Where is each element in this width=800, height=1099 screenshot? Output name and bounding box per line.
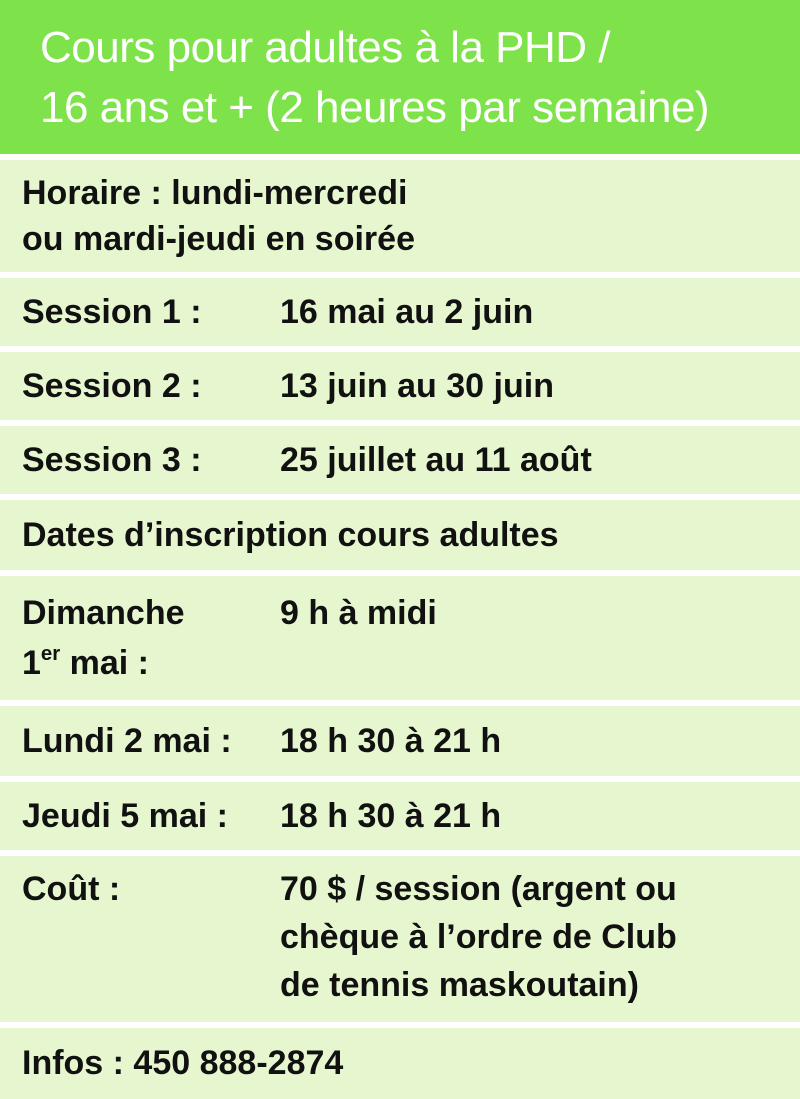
jeudi-row xyxy=(0,782,800,850)
dimanche-day-suffix: er xyxy=(40,643,61,665)
cout-line-3: de tennis maskoutain) xyxy=(280,966,639,1004)
dimanche-label-line-1: Dimanche xyxy=(22,594,185,632)
lundi-row xyxy=(0,706,800,776)
session-3-row xyxy=(0,426,800,494)
lundi-hours: 18 h 30 à 21 h xyxy=(280,722,502,760)
infos-phone: Infos : 450 888-2874 xyxy=(22,1044,344,1082)
header-line-1: Cours pour adultes à la PHD / xyxy=(40,23,611,72)
session-1-dates: 16 mai au 2 juin xyxy=(280,293,534,331)
dimanche-hours: 9 h à midi xyxy=(280,594,437,632)
dimanche-day: 1 xyxy=(22,644,41,682)
cout-line-1: 70 $ / session (argent ou xyxy=(280,870,677,908)
jeudi-label: Jeudi 5 mai : xyxy=(22,797,228,835)
session-1-row xyxy=(0,278,800,346)
horaire-row xyxy=(0,160,800,272)
inscription-title-row xyxy=(0,500,800,570)
session-2-label: Session 2 : xyxy=(22,367,202,405)
cout-line-2: chèque à l’ordre de Club xyxy=(280,918,677,956)
session-2-dates: 13 juin au 30 juin xyxy=(280,367,554,405)
inscription-title: Dates d’inscription cours adultes xyxy=(22,516,559,554)
cout-row xyxy=(0,856,800,1022)
session-2-row xyxy=(0,352,800,420)
cout-label: Coût : xyxy=(22,870,121,908)
horaire-line-1: Horaire : lundi-mercredi xyxy=(22,174,408,212)
dimanche-month: mai : xyxy=(60,644,150,682)
infos-row xyxy=(0,1028,800,1099)
session-1-label: Session 1 : xyxy=(22,293,202,331)
dimanche-row xyxy=(0,576,800,700)
session-3-dates: 25 juillet au 11 août xyxy=(280,441,592,479)
lundi-label: Lundi 2 mai : xyxy=(22,722,232,760)
header-banner xyxy=(0,0,800,154)
horaire-line-2: ou mardi-jeudi en soirée xyxy=(22,220,415,258)
session-3-label: Session 3 : xyxy=(22,441,202,479)
dimanche-label-line-2 xyxy=(22,640,149,686)
header-line-2: 16 ans et + (2 heures par semaine) xyxy=(40,83,710,132)
jeudi-hours: 18 h 30 à 21 h xyxy=(280,797,502,835)
